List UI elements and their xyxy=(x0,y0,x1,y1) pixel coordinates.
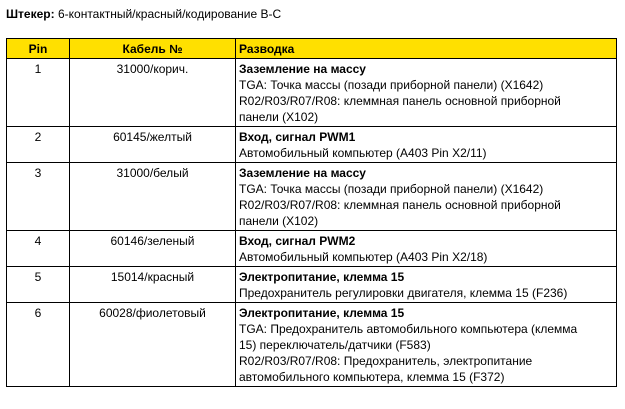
wiring-title: Вход, сигнал PWM1 xyxy=(239,130,356,144)
wiring-line: Автомобильный компьютер (A403 Pin X2/18) xyxy=(239,250,488,264)
wiring-line: TGA: Предохранитель автомобильного компьютера (клемма xyxy=(239,322,578,336)
table-row xyxy=(7,59,617,127)
wiring-line: R02/R03/R07/R08: клеммная панель основной приборной xyxy=(239,198,561,212)
wiring-title: Заземление на массу xyxy=(239,62,366,76)
pin-cell: 5 xyxy=(7,267,70,303)
wiring-line: TGA: Точка массы (позади приборной панели) (X1642) xyxy=(239,182,544,196)
wiring-title: Электропитание, клемма 15 xyxy=(239,270,405,284)
wiring-line: 15) переключатель/датчики (F583) xyxy=(239,338,431,352)
table-row xyxy=(7,127,617,163)
table-row xyxy=(7,163,617,231)
cable-cell: 31000/белый xyxy=(70,163,236,231)
table-row xyxy=(7,303,617,387)
pin-cell: 6 xyxy=(7,303,70,387)
pin-cell: 4 xyxy=(7,231,70,267)
wiring-title: Электропитание, клемма 15 xyxy=(239,306,405,320)
wiring-title: Вход, сигнал PWM2 xyxy=(239,234,356,248)
wiring-cell xyxy=(236,303,617,387)
connector-description: 6-контактный/красный/кодирование B-C xyxy=(54,7,282,21)
pin-cell: 2 xyxy=(7,127,70,163)
wiring-line: Автомобильный компьютер (A403 Pin X2/11) xyxy=(239,146,487,160)
wiring-line: R02/R03/R07/R08: Предохранитель, электропитание xyxy=(239,354,533,368)
wiring-cell xyxy=(236,231,617,267)
cable-cell: 60028/фиолетовый xyxy=(70,303,236,387)
wiring-cell xyxy=(236,267,617,303)
wiring-title: Заземление на массу xyxy=(239,166,366,180)
connector-label: Штекер: xyxy=(6,7,55,21)
pin-cell: 3 xyxy=(7,163,70,231)
cable-cell: 60146/зеленый xyxy=(70,231,236,267)
cable-cell: 60145/желтый xyxy=(70,127,236,163)
wiring-line: TGA: Точка массы (позади приборной панели) (X1642) xyxy=(239,78,544,92)
table-row xyxy=(7,231,617,267)
column-header-pin: Pin xyxy=(7,39,70,59)
column-header-wiring: Разводка xyxy=(236,39,617,59)
column-header-cable: Кабель № xyxy=(70,39,236,59)
wiring-cell xyxy=(236,163,617,231)
cable-cell: 15014/красный xyxy=(70,267,236,303)
table-row xyxy=(7,267,617,303)
wiring-cell xyxy=(236,127,617,163)
wiring-line: автомобильного компьютера, клемма 15 (F372) xyxy=(239,370,505,384)
wiring-cell xyxy=(236,59,617,127)
wiring-line: R02/R03/R07/R08: клеммная панель основной приборной xyxy=(239,94,561,108)
table-header-row xyxy=(7,39,617,59)
connector-heading xyxy=(6,6,281,22)
cable-cell: 31000/корич. xyxy=(70,59,236,127)
wiring-line: Предохранитель регулировки двигателя, клемма 15 (F236) xyxy=(239,286,568,300)
wiring-line: панели (X102) xyxy=(239,110,319,124)
pin-cell: 1 xyxy=(7,59,70,127)
wiring-line: панели (X102) xyxy=(239,214,319,228)
pinout-table xyxy=(6,38,617,387)
